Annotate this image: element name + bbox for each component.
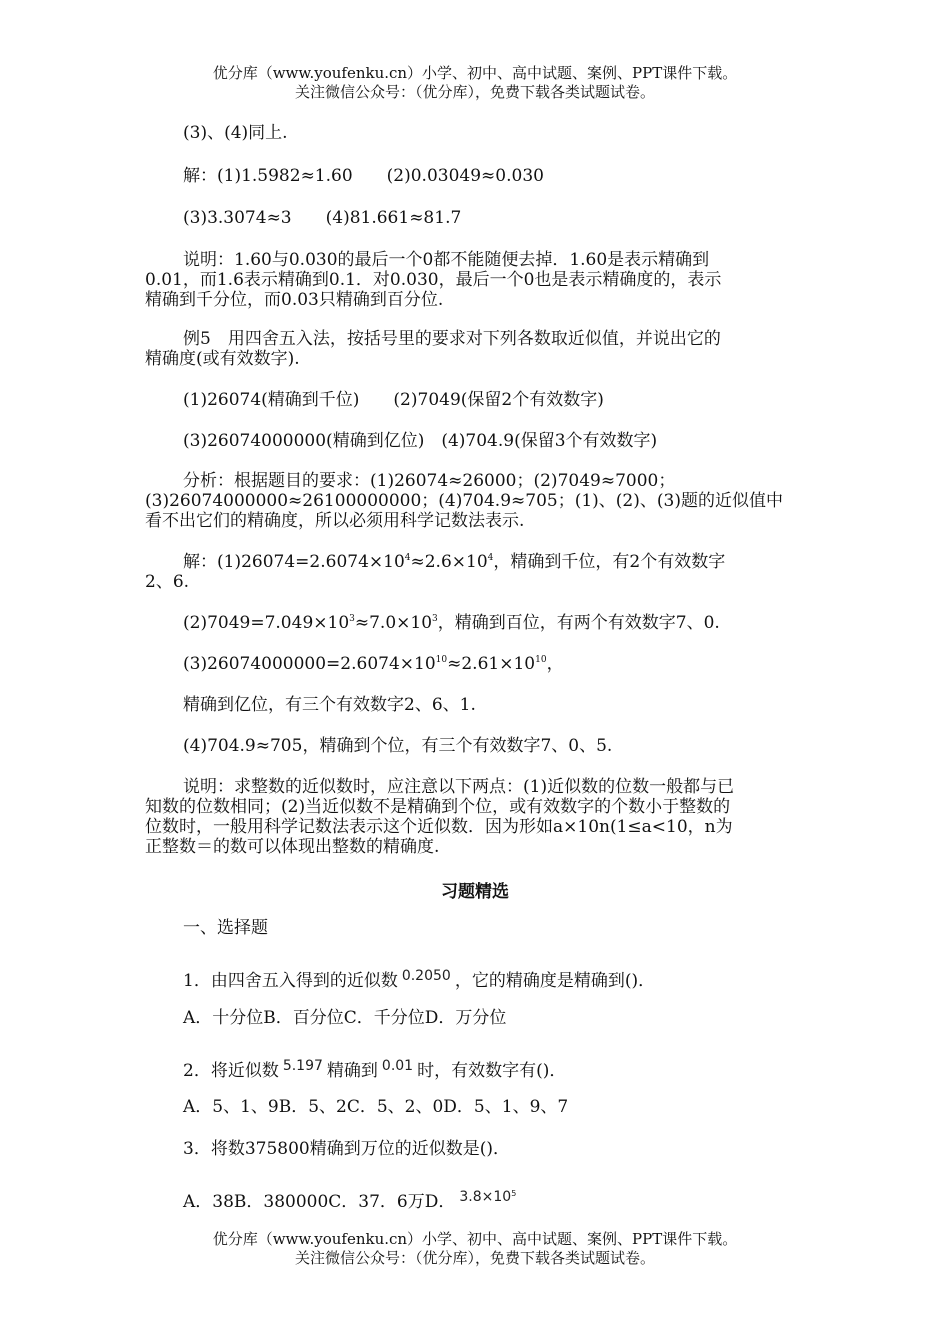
footer-line-1: 优分库（www.youfenku.cn）小学、初中、高中试题、案例、PPT课件下载。 [212,1230,738,1248]
example5-items-2: (3)26074000000(精确到亿位) (4)704.9(保留3个有效数字) [183,431,658,451]
solution5-2 [183,613,720,634]
paragraph-same-as-above: (3)、(4)同上. [183,123,288,143]
question-1-formula: 0.2050 [401,968,451,984]
question-2-text-c: 时，有效数字有()． [417,1061,567,1081]
solution5-3-text-b: ≈2.61×10 [447,654,536,674]
question-3-options [183,1187,520,1213]
solution5-2-exponent-2: 3 [432,614,438,624]
section-title: 习题精选 [441,882,509,902]
solution5-1-text-a: 解：(1)26074=2.6074×10 [183,552,405,572]
solution5-2-text-b: ≈7.0×10 [354,613,433,633]
solution5-1-text-c: ，精确到千位，有2个有效数字 [493,552,726,572]
page-footer [0,1230,950,1268]
example5-line-1: 例5 用四舍五入法，按括号里的要求对下列各数取近似值，并说出它的 [183,329,721,349]
question-1-options: A．十分位B．百分位C．千分位D．万分位 [183,1008,507,1028]
question-3-formula-exponent: 5 [511,1189,517,1198]
note2-line-1: 说明：求整数的近似数时，应注意以下两点：(1)近似数的位数一般都与已 [183,777,735,797]
note1-line-2: 0.01，而1.6表示精确到0.1．对0.030，最后一个0也是表示精确度的，表示 [145,270,722,290]
analysis-line-3: 看不出它们的精确度，所以必须用科学记数法表示. [145,511,525,531]
header-line-2: 关注微信公众号：（优分库），免费下载各类试题试卷。 [294,83,655,101]
solution5-1-exponent-2: 4 [487,553,494,563]
question-3-options-text: A．38B．380000C．37．6万D． [183,1192,456,1212]
question-3-formula-base: 3.8×10 [459,1189,512,1205]
note1-line-3: 精确到千分位，而0.03只精确到百分位. [145,290,444,310]
question-1-text-b: ，它的精确度是精确到()． [454,971,656,991]
solution5-1-text-b: ≈2.6×10 [410,552,488,572]
analysis-line-1: 分析：根据题目的要求：(1)26074≈26000；(2)7049≈7000； [183,471,676,491]
solution5-3-text-a: (3)26074000000=2.6074×10 [183,654,436,674]
solution5-2-exponent-1: 3 [349,614,355,624]
example5-line-2: 精确度(或有效数字). [145,349,300,369]
question-1-text-a: 1．由四舍五入得到的近似数 [183,971,398,991]
solution5-4: (4)704.9≈705，精确到个位，有三个有效数字7、0、5. [183,736,613,756]
note2-line-3: 位数时，一般用科学记数法表示这个近似数．因为形如a×10n(1≤a<10，n为 [145,817,733,837]
footer-line-2: 关注微信公众号：（优分库），免费下载各类试题试卷。 [294,1249,655,1267]
solution5-1-line-2: 2、6. [145,572,190,592]
note2-line-2: 知数的位数相同；(2)当近似数不是精确到个位，或有效数字的个数小于整数的 [145,797,731,817]
question-2-text-a: 2．将近似数 [183,1061,279,1081]
question-2 [183,1056,566,1082]
question-2-text-b: 精确到 [326,1061,378,1081]
solution5-1-exponent-1: 4 [404,553,411,563]
solution5-3-exponent-1: 10 [435,655,448,665]
question-2-formula-2: 0.01 [381,1058,414,1074]
note2-line-4: 正整数＝的数可以体现出整数的精确度. [145,837,440,857]
question-3: 3．将数375800精确到万位的近似数是()． [183,1139,510,1159]
solution-line-2: (3)3.3074≈3 (4)81.661≈81.7 [183,208,462,228]
note1-line-1: 说明：1.60与0.030的最后一个0都不能随便去掉．1.60是表示精确到 [183,250,710,270]
choice-heading: 一、选择题 [183,918,268,938]
question-3-formula [459,1189,516,1205]
solution5-2-text-a: (2)7049=7.049×10 [183,613,350,633]
solution5-3-exponent-2: 10 [535,655,547,665]
page-header [0,64,950,102]
question-1 [183,966,655,992]
question-2-formula-1: 5.197 [282,1058,323,1074]
analysis-line-2: (3)26074000000≈26100000000；(4)704.9≈705；(1)、(2)、(3)题的近似值中 [145,491,783,511]
solution-line-1: 解：(1)1.5982≈1.60 (2)0.03049≈0.030 [183,166,544,186]
solution5-3 [183,654,564,675]
solution5-1-line-1 [183,552,725,573]
solution5-3-line-2: 精确到亿位，有三个有效数字2、6、1. [183,695,476,715]
header-line-1: 优分库（www.youfenku.cn）小学、初中、高中试题、案例、PPT课件下载。 [212,64,738,82]
example5-items-1: (1)26074(精确到千位) (2)7049(保留2个有效数字) [183,390,604,410]
solution5-3-text-c: ， [546,654,564,674]
solution5-2-text-c: ，精确到百位，有两个有效数字7、0. [437,613,720,633]
question-2-options: A．5、1、9B．5、2C．5、2、0D．5、1、9、7 [183,1097,569,1117]
